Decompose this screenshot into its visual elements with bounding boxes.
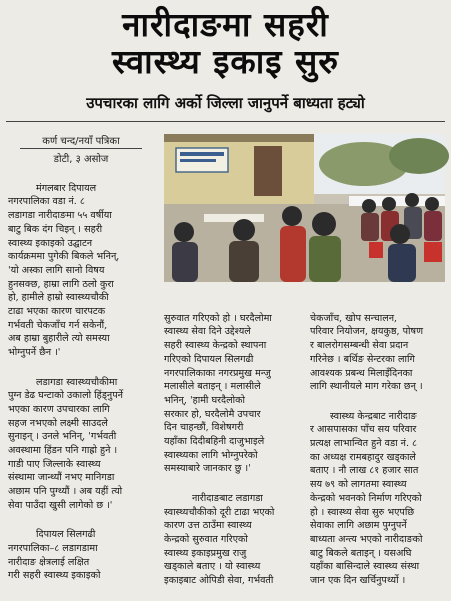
subheadline: उपचारका लागि अर्को जिल्ला जानुपर्ने बाध्यता हट्यो <box>86 94 365 112</box>
column-2-paragraph: सुरुवात गरिएको हो । घरदैलोमा स्वास्थ्य सेवा दिने उद्देश्यले सहरी स्वास्थ्य केन्द्रको स्थापना गरिएको दिपायल सिलगढी नगरपालिकाका नगरप्रमुख मन्जु मलासीले बताइन् । मलासीले भनिन्, 'हामी घरदैलोको सरकार हो, घरदैलोमै उपचार दिन चाहन्छौं, विशेषगरी यहाँका दिदीबहिनी दाजुभाइले स्वास्थ्यका लागि भोग्नुपरेको समस्याबारे जानकार छु ।' <box>164 312 272 475</box>
headline <box>0 6 451 80</box>
column-1-paragraph: लडागडा स्वास्थ्यचौकीमा पुग्न डेढ घन्टाको उकालो हिंड्नुपर्ने भएका कारण उपचारका लागि सहज नभएको लक्ष्मी साउदले सुनाइन् । उनले भनिन्, 'गर्भवती अवस्थामा हिंडन पनि गाह्रो हुने । गाडी पाए जिल्लाके स्वास्थ्य संस्थामा जान्थ्यौं नभए मानिगडा अछाम पनि पुग्थ्यौं । अब यहीं त्यो सेवा पाउँदा खुसी लागेको छ ।' <box>8 376 123 511</box>
column-2-paragraph: नारीदाङबाट लडागडा स्वास्थ्यचौकीको दूरी टाढा भएको कारण उत्त ठाउँमा स्वास्थ्य केन्द्रको सुरुवात गरिएको स्वास्थ्य इकाइप्रमुख राजु खड्काले बताए । यो स्वास्थ्य इकाइबाट ओपिडी सेवा, गर्भवती <box>164 492 275 587</box>
news-photo <box>164 134 445 282</box>
byline-reporter: कर्ण चन्द/नयाँ पत्रिका <box>42 136 120 147</box>
column-1-paragraph: दिपायल सिलगढी नगरपालिका–८ लडागडामा नारीदाङ क्षेत्रलाई लक्षित गरी सहरी स्वास्थ्य इकाइको <box>8 529 101 582</box>
headline-line-1: नारीदाङमा सहरी <box>122 5 329 44</box>
divider-top <box>6 121 445 122</box>
article-column-2 <box>164 298 304 587</box>
headline-line-2: स्वास्थ्य इकाइ सुरु <box>111 42 340 81</box>
article-column-1 <box>8 168 158 582</box>
column-3-paragraph: स्वास्थ्य केन्द्रबाट नारीदाङ र आसपासका पाँच सय परिवार प्रत्यक्ष लाभान्वित हुने वडा नं. ८ का अध्यक्ष रामबहादुर खड्काले बताए । नौ लाख ८१ हजार सात सय ७९ को लागतमा स्वास्थ्य केन्द्रको भवनको निर्माण गरिएको हो । स्वास्थ्य सेवा सुरु भएपछि सेवाका लागि अछाम पुग्नुपर्ने बाध्यता अन्त्य भएको नारीदाङको बाटु बिकले बताइन् । यसअघि यहाँका बासिन्दाले स्वास्थ्य संस्था जान एक दिन खर्चिनुपर्थ्यो । <box>310 410 423 587</box>
column-3-paragraph: चेकजाँच, खोप सन्चालन, परिवार नियोजन, क्षयकुष्ठ, पोषण र बालरोगसम्बन्धी सेवा प्रदान गरिनेछ । बर्थिङ सेन्टरका लागि आवश्यक प्रबन्ध मिलाइँदिनका लागि स्थानीयले माग गरेका छन् । <box>310 312 424 393</box>
byline-location: डोटी, ३ असोज <box>53 154 109 165</box>
byline-divider <box>20 148 142 149</box>
article-column-3 <box>310 298 446 587</box>
column-1-paragraph: मंगलबार दिपायल नगरपालिका वडा नं. ८ लडागडा नारीदाङमा ५५ वर्षीया बाटु बिक दंग चिइन् । सहरी स्वास्थ्य इकाइको उद्घाटन कार्यक्रममा पुगेकी बिकले भनिन्, 'यो अस्का लागि सानो विषय हुनसक्छ, हाम्रा लागि ठलो कुरा हो, हामीले हाम्रो स्वास्थ्यचौकी टाढा भएका कारण चारपटक गर्भवती चेकजाँच गर्न सकेनौं, अब हाम्रा बुहारीले त्यो समस्या भोग्नुपर्ने छैन ।' <box>8 182 120 359</box>
